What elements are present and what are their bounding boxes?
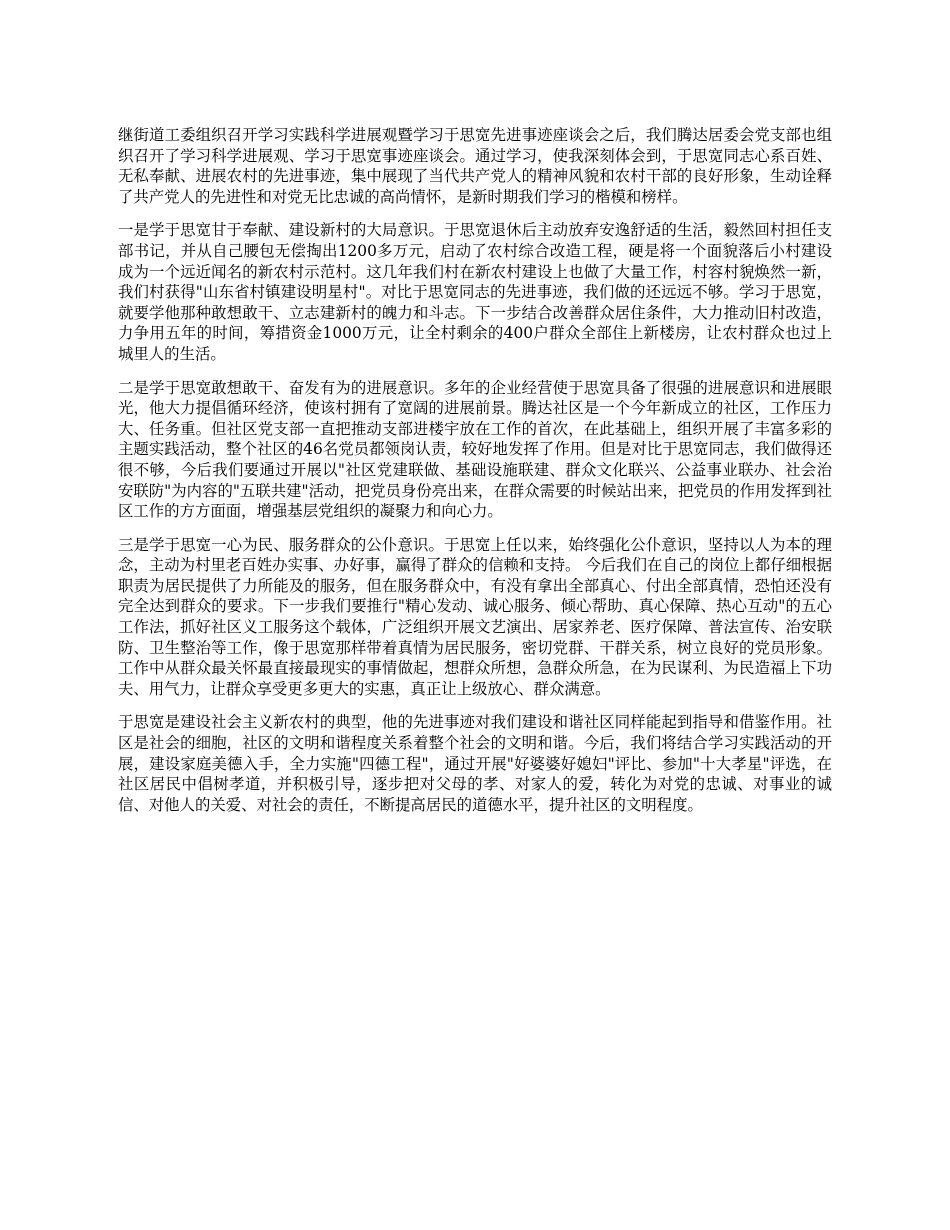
paragraph-point-three: 三是学于思宽一心为民、服务群众的公仆意识。于思宽上任以来，始终强化公仆意识，坚持以人为本的理念，主动为村里老百姓办实事、办好事，赢得了群众的信赖和支持。 今后我们在自己的岗位上都仔细根据职责为居民提供了力所能及的服务，但在服务群众中，有没有拿出全部真心、付出全部真情，恐怕还没有完全达到群众的要求。下一步我们要推行"精心发动、诚心服务、倾心帮助、真心保障、热心互动"的五心工作法，抓好社区义工服务这个载体，广泛组织开展文艺演出、居家养老、医疗保障、普法宣传、治安联防、卫生整治等工作，像于思宽那样带着真情为居民服务，密切党群、干群关系，树立良好的党员形象。工作中从群众最关怀最直接最现实的事情做起，想群众所想，急群众所急，在为民谋利、为民造福上下功夫、用气力，让群众享受更多更大的实惠，真正让上级放心、群众满意。	[118, 535, 832, 698]
paragraph-point-two: 二是学于思宽敢想敢干、奋发有为的进展意识。多年的企业经营使于思宽具备了很强的进展意识和进展眼光，他大力提倡循环经济，使该村拥有了宽阔的进展前景。腾达社区是一个今年新成立的社区，工作压力大、任务重。但社区党支部一直把推动支部进楼宇放在工作的首次，在此基础上，组织开展了丰富多彩的主题实践活动，整个社区的46名党员都领岗认责，较好地发挥了作用。但是对比于思宽同志，我们做得还很不够，今后我们要通过开展以"社区党建联做、基础设施联建、群众文化联兴、公益事业联办、社会治安联防"为内容的"五联共建"活动，把党员身份亮出来，在群众需要的时候站出来，把党员的作用发挥到社区工作的方方面面，增强基层党组织的凝聚力和向心力。	[118, 378, 832, 521]
document-body	[118, 125, 832, 828]
paragraph-intro: 继街道工委组织召开学习实践科学进展观暨学习于思宽先进事迹座谈会之后，我们腾达居委会党支部也组织召开了学习科学进展观、学习于思宽事迹座谈会。通过学习，使我深刻体会到，于思宽同志心系百姓、无私奉献、进展农村的先进事迹，集中展现了当代共产党人的精神风貌和农村干部的良好形象，生动诠释了共产党人的先进性和对党无比忠诚的高尚情怀，是新时期我们学习的楷模和榜样。	[118, 126, 832, 206]
paragraph-point-one: 一是学于思宽甘于奉献、建设新村的大局意识。于思宽退休后主动放弃安逸舒适的生活，毅然回村担任支部书记，并从自己腰包无偿掏出1200多万元，启动了农村综合改造工程，硬是将一个面貌落后小村建设成为一个远近闻名的新农村示范村。这几年我们村在新农村建设上也做了大量工作，村容村貌焕然一新，我们村获得"山东省村镇建设明星村"。对比于思宽同志的先进事迹，我们做的还远远不够。学习于思宽，就要学他那种敢想敢干、立志建新村的魄力和斗志。下一步结合改善群众居住条件，大力推动旧村改造，力争用五年的时间，筹措资金1000万元，让全村剩余的400户群众全部住上新楼房，让农村群众也过上城里人的生活。	[118, 221, 832, 363]
paragraph-conclusion: 于思宽是建设社会主义新农村的典型，他的先进事迹对我们建设和谐社区同样能起到指导和借鉴作用。社区是社会的细胞，社区的文明和谐程度关系着整个社会的文明和谐。今后，我们将结合学习实践活动的开展，建设家庭美德入手，全力实施"四德工程"，通过开展"好婆婆好媳妇"评比、参加"十大孝星"评选，在社区居民中倡树孝道，并积极引导，逐步把对父母的孝、对家人的爱，转化为对党的忠诚、对事业的诚信、对他人的关爱、对社会的责任，不断提高居民的道德水平，提升社区的文明程度。	[118, 713, 832, 814]
